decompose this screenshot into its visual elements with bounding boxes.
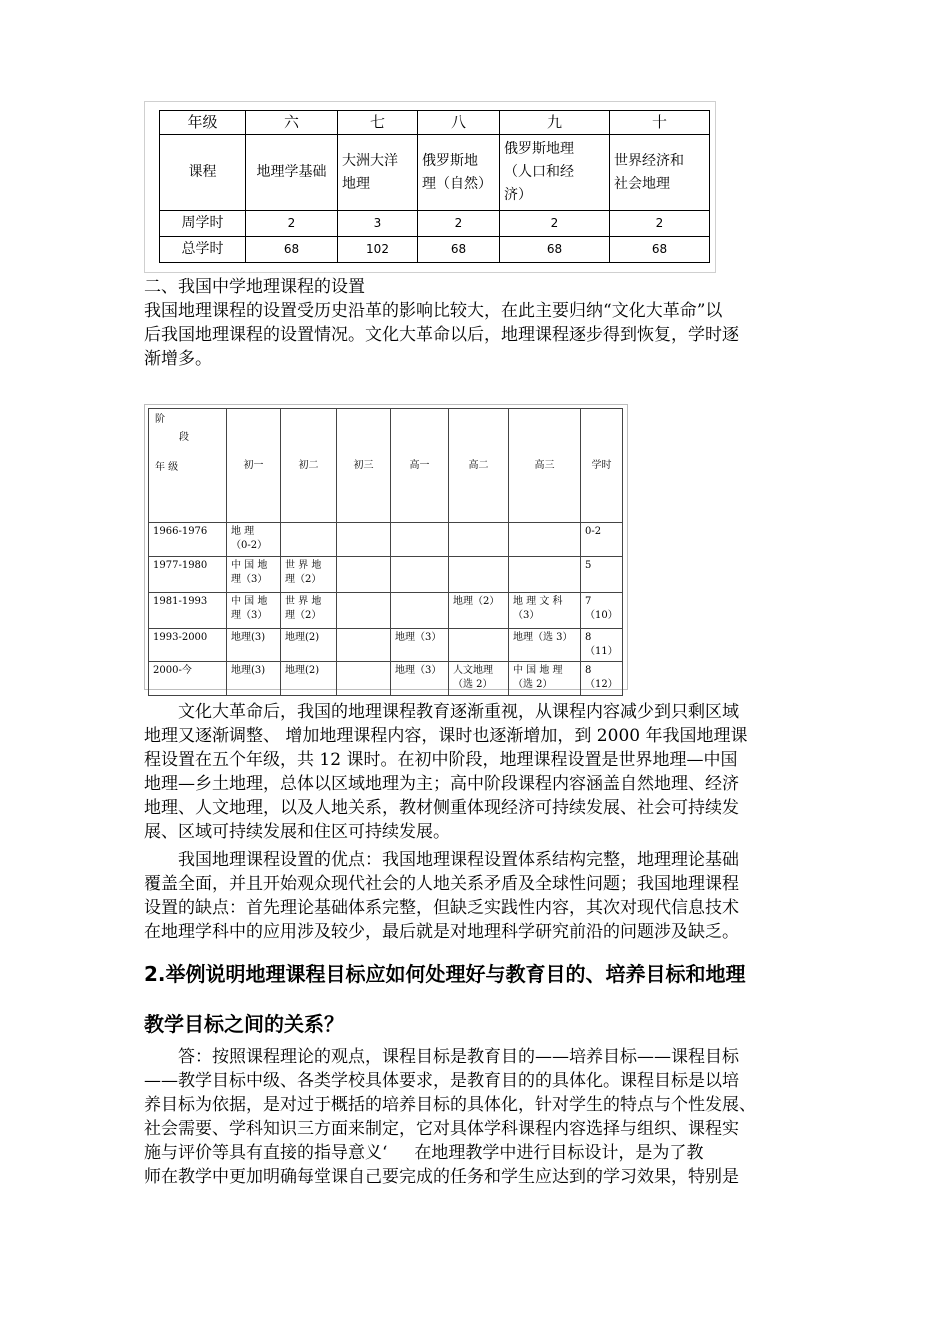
course-cell [337,523,391,557]
course-cell: 地理（2） [449,593,509,629]
weekly-hours-cell: 2 [246,211,338,237]
course-cell: 世 界 地 理（2） [281,557,337,593]
total-hours-cell: 68 [418,237,500,263]
weekly-hours-cell: 3 [338,211,418,237]
body-paragraph-line: 设置的缺点：首先理论基础体系完整，但缺乏实践性内容，其次对现代信息技术 [144,898,739,918]
course-cell: 地理（选 3） [509,629,581,662]
intro-line: 渐增多。 [144,349,212,369]
corner-label: 阶 [155,414,165,425]
grade-course-table-image [144,101,716,273]
course-cell: 地 理 （0-2） [227,523,281,557]
course-cell [337,629,391,662]
table-row [149,629,623,662]
grade-cell: 八 [418,111,500,135]
course-cell: 地理(2) [281,629,337,662]
course-cell: 世 界 地 理（2） [281,593,337,629]
grade-cell: 九 [500,111,610,135]
total-hours-cell: 68 [246,237,338,263]
body-paragraph-line: 地理、人文地理，以及人地关系，教材侧重体现经济可持续发展、社会可持续发 [144,798,739,818]
grade-header: 高一 [391,409,449,523]
total-hours-label: 总学时 [160,237,246,263]
body-paragraph-line: 在地理学科中的应用涉及较少，最后就是对地理科学研究前沿的问题涉及缺乏。 [144,922,739,942]
table-row [149,523,623,557]
table-corner-cell [149,409,227,523]
weekly-hours-cell: 2 [500,211,610,237]
course-cell: 人文地理 （选 2） [449,662,509,696]
course-cell: 地理（3） [391,629,449,662]
grade-cell: 六 [246,111,338,135]
question-heading: 教学目标之间的关系？ [144,1012,344,1036]
course-cell: 中 国 地 理（3） [227,557,281,593]
weekly-hours-cell: 2 [418,211,500,237]
course-cell [509,557,581,593]
course-cell: 地理（3） [391,662,449,696]
corner-label: 年 级 [155,462,179,473]
course-cell [449,523,509,557]
total-hours-cell: 68 [500,237,610,263]
period-cell: 1981-1993 [149,593,227,629]
course-cell [281,523,337,557]
course-cell: 地理学基础 [246,135,338,211]
course-cell: 地理(2) [281,662,337,696]
body-paragraph-line: 程设置在五个年级，共 12 课时。在初中阶段，地理课程设置是世界地理—中国 [144,750,738,770]
question-heading: 2.举例说明地理课程目标应如何处理好与教育目的、培养目标和地理 [144,962,746,986]
period-cell: 1977-1980 [149,557,227,593]
course-cell [509,523,581,557]
hours-cell: 0-2 [581,523,623,557]
body-paragraph-line: 展、区域可持续发展和住区可持续发展。 [144,822,450,842]
curriculum-history-table [148,408,623,696]
grade-header: 高二 [449,409,509,523]
course-cell: 地理(3) [227,662,281,696]
period-cell: 1993-2000 [149,629,227,662]
course-cell [337,593,391,629]
hours-cell: 7（10） [581,593,623,629]
answer-line: 社会需要、学科知识三方面来制定，它对具体学科课程内容选择与组织、课程实 [144,1119,739,1139]
answer-line: 施与评价等具有直接的指导意义‘ 在地理教学中进行目标设计，是为了教 [144,1143,704,1163]
course-cell [337,557,391,593]
course-cell: 俄罗斯地 理（自然） [418,135,500,211]
curriculum-history-table-image [144,404,628,690]
hours-cell: 8（11） [581,629,623,662]
total-hours-cell: 68 [610,237,710,263]
course-cell: 俄罗斯地理 （人口和经 济） [500,135,610,211]
grade-header: 初二 [281,409,337,523]
answer-line: 师在教学中更加明确每堂课自己要完成的任务和学生应达到的学习效果，特别是 [144,1167,739,1187]
course-cell: 地理(3) [227,629,281,662]
grade-header: 初一 [227,409,281,523]
hours-header: 学时 [581,409,623,523]
course-cell [337,662,391,696]
grade-course-table [159,110,710,263]
grade-header: 高三 [509,409,581,523]
body-paragraph-line: 地理—乡土地理，总体以区域地理为主；高中阶段课程内容涵盖自然地理、经济 [144,774,739,794]
answer-line: ——教学目标中级、各类学校具体要求，是教育目的的具体化。课程目标是以培 [144,1071,739,1091]
period-cell: 2000-今 [149,662,227,696]
course-cell [449,629,509,662]
course-cell: 地 理 文 科 （3） [509,593,581,629]
hours-cell: 5 [581,557,623,593]
grade-cell: 七 [338,111,418,135]
course-cell [391,593,449,629]
course-cell: 世界经济和 社会地理 [610,135,710,211]
course-cell [391,523,449,557]
grade-cell: 十 [610,111,710,135]
intro-line: 我国地理课程的设置受历史沿革的影响比较大，在此主要归纳“文化大革命”以 [144,301,723,321]
section-title: 二、我国中学地理课程的设置 [144,277,365,297]
table-row [149,662,623,696]
table-row [149,557,623,593]
body-paragraph-line: 我国地理课程设置的优点：我国地理课程设置体系结构完整，地理理论基础 [178,850,739,870]
period-cell: 1966-1976 [149,523,227,557]
body-paragraph-line: 地理又逐渐调整、 增加地理课程内容，课时也逐渐增加，到 2000 年我国地理课 [144,726,748,746]
course-cell: 大洲大洋 地理 [338,135,418,211]
course-cell: 中 国 地 理（3） [227,593,281,629]
intro-line: 后我国地理课程的设置情况。文化大革命以后，地理课程逐步得到恢复，学时逐 [144,325,739,345]
body-paragraph-line: 文化大革命后，我国的地理课程教育逐渐重视，从课程内容减少到只剩区域 [178,702,739,722]
grade-header-label: 年级 [160,111,246,135]
hours-cell: 8（12） [581,662,623,696]
total-hours-cell: 102 [338,237,418,263]
body-paragraph-line: 覆盖全面，并且开始观众现代社会的人地关系矛盾及全球性问题；我国地理课程 [144,874,739,894]
answer-line: 养目标为依据，是对过于概括的培养目标的具体化，针对学生的特点与个性发展、 [144,1095,756,1115]
corner-label: 段 [179,432,189,443]
weekly-hours-label: 周学时 [160,211,246,237]
weekly-hours-cell: 2 [610,211,710,237]
grade-header: 初三 [337,409,391,523]
answer-line: 答：按照课程理论的观点，课程目标是教育目的——培养目标——课程目标 [178,1047,739,1067]
course-cell: 中 国 地 理 （选 2） [509,662,581,696]
course-label: 课程 [160,135,246,211]
course-cell [391,557,449,593]
course-cell [449,557,509,593]
table-row [149,593,623,629]
